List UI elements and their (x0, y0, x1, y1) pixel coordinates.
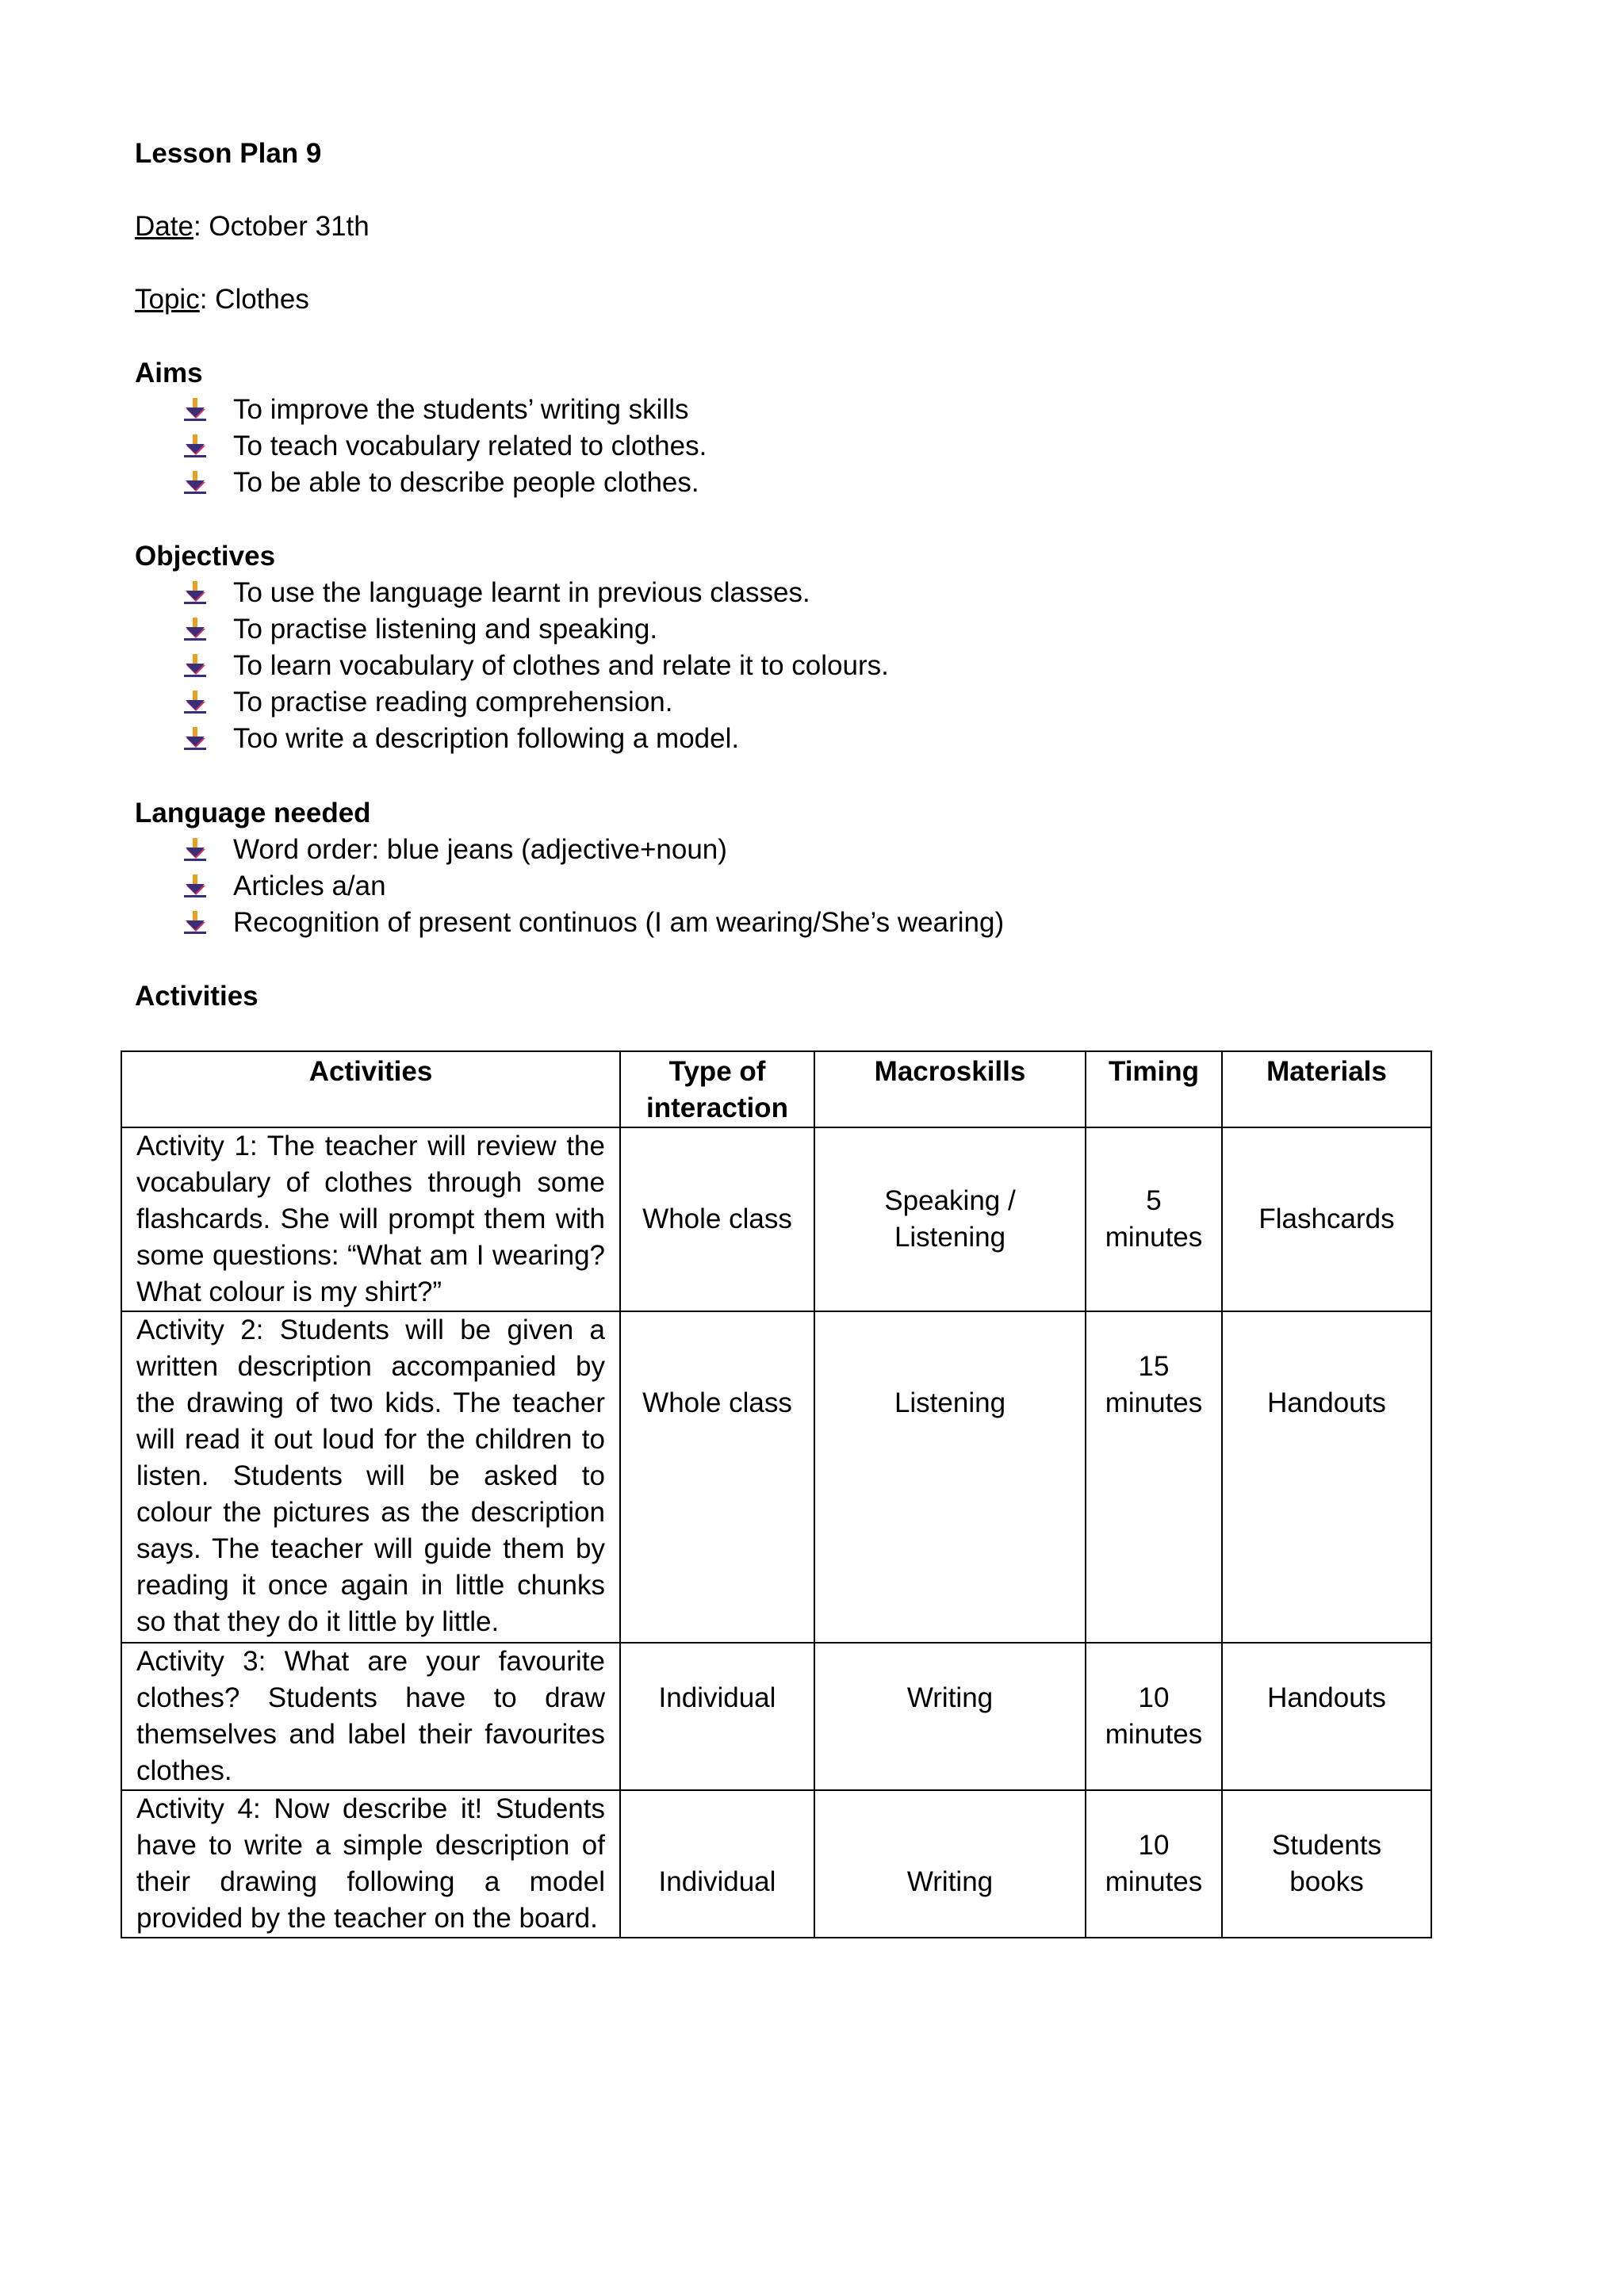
timing-cell: 15 minutes (1086, 1311, 1222, 1643)
date-label: Date (135, 211, 193, 242)
interaction-cell: Whole class (620, 1311, 814, 1643)
timing-cell: 10 minutes (1086, 1790, 1222, 1938)
activity-description: Activity 1: The teacher will review the vocabulary of clothes through some flashcards. She will prompt them with some questions: “What am I wearing? What colour is my shirt?” (121, 1127, 620, 1311)
arrow-bullet-icon (182, 838, 208, 862)
objectives-heading: Objectives (135, 541, 276, 572)
list-item: To practise reading comprehension. (182, 684, 889, 721)
header-activities: Activities (121, 1051, 620, 1127)
topic-label: Topic (135, 284, 200, 315)
arrow-bullet-icon (182, 911, 208, 935)
language-heading: Language needed (135, 798, 371, 828)
materials-cell: Students books (1222, 1790, 1431, 1938)
aims-heading: Aims (135, 358, 203, 388)
list-item: To teach vocabulary related to clothes. (182, 428, 707, 465)
activities-heading: Activities (135, 981, 259, 1012)
arrow-bullet-icon (182, 654, 208, 678)
materials-cell: Flashcards (1222, 1127, 1431, 1311)
header-macroskills: Macroskills (814, 1051, 1086, 1127)
timing-cell: 5 minutes (1086, 1127, 1222, 1311)
activity-description: Activity 4: Now describe it! Students have to write a simple description of their drawing following a model provided by the teacher on the board. (121, 1790, 620, 1938)
list-item: To be able to describe people clothes. (182, 465, 707, 501)
document-title: Lesson Plan 9 (135, 138, 322, 169)
list-item: To use the language learnt in previous classes. (182, 575, 889, 611)
language-list (182, 832, 1004, 941)
materials-cell: Handouts (1222, 1643, 1431, 1790)
list-item: To learn vocabulary of clothes and relate it to colours. (182, 648, 889, 684)
table-row (121, 1643, 1431, 1790)
interaction-cell: Individual (620, 1790, 814, 1938)
arrow-bullet-icon (182, 618, 208, 641)
date-line (135, 209, 370, 245)
header-timing: Timing (1086, 1051, 1222, 1127)
macroskills-cell: Writing (814, 1643, 1086, 1790)
macroskills-cell: Writing (814, 1790, 1086, 1938)
date-value: : October 31th (193, 211, 370, 242)
macroskills-cell: Listening (814, 1311, 1086, 1643)
list-item: To practise listening and speaking. (182, 611, 889, 648)
header-materials: Materials (1222, 1051, 1431, 1127)
activity-description: Activity 3: What are your favourite clothes? Students have to draw themselves and label their favourites clothes. (121, 1643, 620, 1790)
table-header-row (121, 1051, 1431, 1127)
list-item: To improve the students’ writing skills (182, 392, 707, 428)
activity-description: Activity 2: Students will be given a written description accompanied by the drawing of two kids. The teacher will read it out loud for the children to listen. Students will be asked to colour the pictures as the description says. The teacher will guide them by reading it once again in little chunks so that they do it little by little. (121, 1311, 620, 1643)
aims-list (182, 392, 707, 501)
timing-cell: 10 minutes (1086, 1643, 1222, 1790)
objectives-list (182, 575, 889, 757)
arrow-bullet-icon (182, 727, 208, 751)
list-item: Too write a description following a model. (182, 721, 889, 757)
arrow-bullet-icon (182, 581, 208, 605)
interaction-cell: Whole class (620, 1127, 814, 1311)
table-row (121, 1127, 1431, 1311)
header-type-of-interaction: Type of interaction (620, 1051, 814, 1127)
arrow-bullet-icon (182, 398, 208, 422)
arrow-bullet-icon (182, 874, 208, 898)
macroskills-cell: Speaking / Listening (814, 1127, 1086, 1311)
arrow-bullet-icon (182, 434, 208, 458)
topic-value: : Clothes (199, 284, 309, 315)
topic-line (135, 281, 309, 318)
list-item: Articles a/an (182, 868, 1004, 905)
arrow-bullet-icon (182, 691, 208, 714)
activities-table (121, 1050, 1432, 1938)
interaction-cell: Individual (620, 1643, 814, 1790)
table-row (121, 1790, 1431, 1938)
list-item: Recognition of present continuos (I am wearing/She’s wearing) (182, 905, 1004, 941)
list-item: Word order: blue jeans (adjective+noun) (182, 832, 1004, 868)
arrow-bullet-icon (182, 471, 208, 495)
materials-cell: Handouts (1222, 1311, 1431, 1643)
table-row (121, 1311, 1431, 1643)
